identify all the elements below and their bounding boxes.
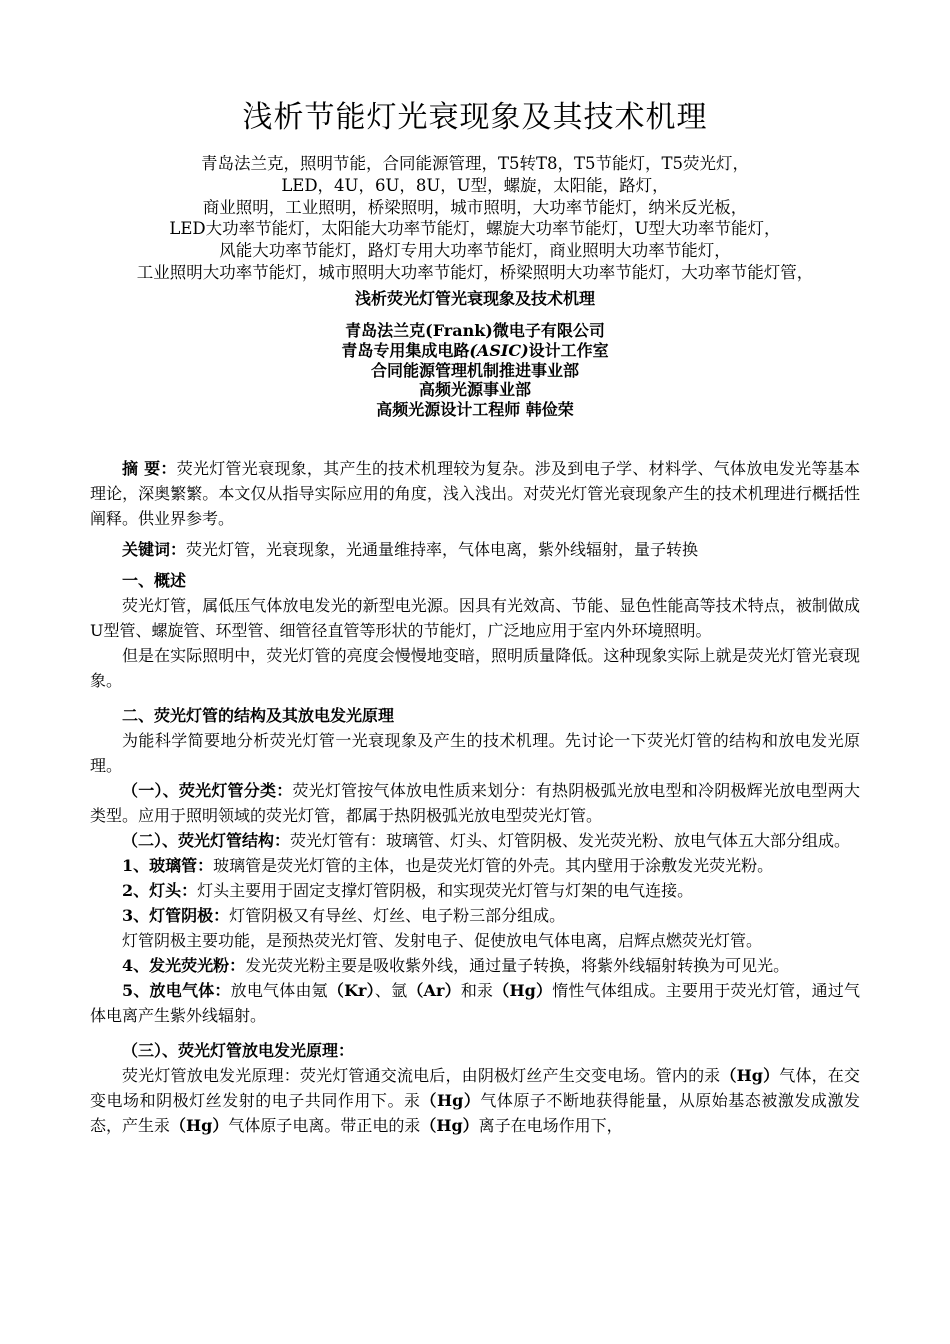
keyword-line: LED大功率节能灯，太阳能大功率节能灯，螺旋大功率节能灯，U型大功率节能灯， <box>169 219 781 239</box>
section-2-paragraph-1: 为能科学简要地分析荧光灯管一光衰现象及产生的技术机理。先讨论一下荧光灯管的结构和放电发光原理。 <box>90 731 860 775</box>
article-body <box>90 456 860 1138</box>
section-2-structure: （二）、荧光灯管结构：荧光灯管有：玻璃管、灯头、灯管阴极、发光荧光粉、放电气体五大部分组成。 <box>122 831 851 850</box>
studio-name-b: 设计工作室 <box>528 341 609 360</box>
studio-name <box>90 341 860 361</box>
section-1-paragraph-1: 荧光灯管，属低压气体放电发光的新型电光源。因具有光效高、节能、显色性能高等技术特点，被制做成U型管、螺旋管、环型管、细管径直管等形状的节能灯，广泛地应用于室内外环境照明。 <box>90 596 860 640</box>
keyword-line: 青岛法兰克，照明节能，合同能源管理，T5转T8，T5节能灯，T5荧光灯， <box>200 154 749 173</box>
item-lamp-cap: 2、灯头：灯头主要用于固定支撑灯管阴极，和实现荧光灯管与灯架的电气连接。 <box>122 881 694 900</box>
keyword-block <box>90 153 860 284</box>
article-subtitle: 浅析荧光灯管光衰现象及技术机理 <box>354 289 595 308</box>
item-glass-tube: 1、玻璃管：玻璃管是荧光灯管的主体，也是荧光灯管的外壳。其内壁用于涂敷发光荧光粉。 <box>122 856 774 875</box>
section-2-heading: 二、荧光灯管的结构及其放电发光原理 <box>122 706 395 725</box>
keywords-label: 关键词： <box>122 540 187 559</box>
keyword-line: 风能大功率节能灯，路灯专用大功率节能灯，商业照明大功率节能灯， <box>219 241 731 261</box>
item-cathode: 3、灯管阴极：灯管阴极又有导丝、灯丝、电子粉三部分组成。 <box>122 906 566 925</box>
section-1-paragraph-2: 但是在实际照明中，荧光灯管的亮度会慢慢地变暗，照明质量降低。这种现象实际上就是荧光灯管光衰现象。 <box>90 646 860 690</box>
section-1-heading: 一、概述 <box>122 571 187 590</box>
abstract-text: 荧光灯管光衰现象，其产生的技术机理较为复杂。涉及到电子学、材料学、气体放电发光等基本理论，深奥繁繁。本文仅从指导实际应用的角度，浅入浅出。对荧光灯管光衰现象产生的技术机理进行概括性阐释。供业界参考。 <box>90 459 860 528</box>
abstract <box>90 456 860 531</box>
keywords-text: 荧光灯管，光衰现象，光通量维持率，气体电离，紫外线辐射，量子转换 <box>186 540 699 559</box>
keyword-line: 商业照明，工业照明，桥梁照明，城市照明，大功率节能灯，纳米反光板， <box>202 197 748 217</box>
item-cathode-function: 灯管阴极主要功能，是预热荧光灯管、发射电子、促使放电气体电离，启辉点燃荧光灯管。 <box>122 931 763 950</box>
section-2-principle-heading: （三）、荧光灯管放电发光原理： <box>122 1041 355 1060</box>
section-2-principle-text: 荧光灯管放电发光原理：荧光灯管通交流电后，由阴极灯丝产生交变电场。管内的汞（Hg）气体，在交变电场和阴极灯丝发射的电子共同作用下。汞（Hg）气体原子不断地获得能量，从原始基态被激发成激发态，产生汞（Hg）气体原子电离。带正电的汞（Hg）离子在电场作用下， <box>90 1066 860 1135</box>
section-2-classification: （一）、荧光灯管分类：荧光灯管按气体放电性质来划分：有热阴极弧光放电型和冷阴极辉光放电型两大类型。应用于照明领域的荧光灯管，都属于热阴极弧光放电型荧光灯管。 <box>90 781 860 825</box>
document-title: 浅析节能灯光衰现象及其技术机理 <box>242 100 708 135</box>
item-phosphor: 4、发光荧光粉：发光荧光粉主要是吸收紫外线，通过量子转换，将紫外线辐射转换为可见光。 <box>122 956 790 975</box>
studio-name-asic: (ASIC) <box>469 341 529 360</box>
keyword-line: LED，4U，6U，8U，U型，螺旋，太阳能，路灯， <box>281 175 669 195</box>
abstract-label: 摘 要： <box>122 459 177 478</box>
author: 高频光源设计工程师 韩俭荣 <box>376 400 574 419</box>
item-discharge-gas: 5、放电气体：放电气体由氪（Kr）、氩（Ar）和汞（Hg）惰性气体组成。主要用于荧光灯管，通过气体电离产生紫外线辐射。 <box>90 981 861 1025</box>
keywords <box>90 537 860 562</box>
department-2: 高频光源事业部 <box>418 380 531 399</box>
studio-name-a: 青岛专用集成电路 <box>341 341 470 360</box>
department-1: 合同能源管理机制推进事业部 <box>370 361 579 380</box>
keyword-line: 工业照明大功率节能灯，城市照明大功率节能灯，桥梁照明大功率节能灯，大功率节能灯管， <box>136 262 814 282</box>
company-name: 青岛法兰克(Frank)微电子有限公司 <box>345 321 605 340</box>
